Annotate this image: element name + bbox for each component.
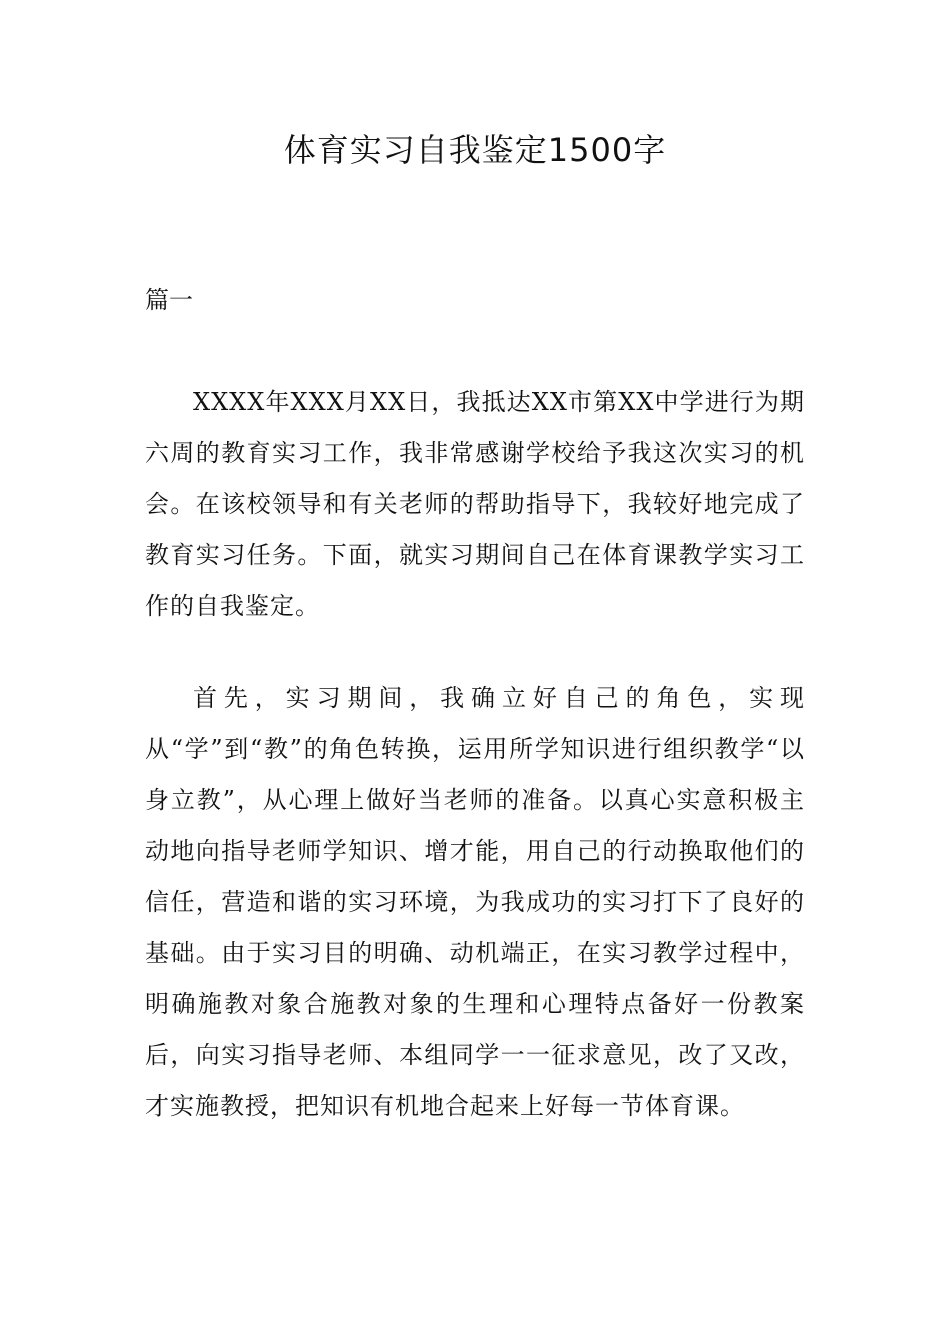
document-title: 体育实习自我鉴定1500字 xyxy=(283,131,667,169)
section-label: 篇一 xyxy=(145,286,193,314)
body-paragraph: XXXX年XXX月XX日，我抵达XX市第XX中学进行为期六周的教育实习工作，我非常感谢学校给予我这次实习的机会。在该校领导和有关老师的帮助指导下，我较好地完成了教育实习任务。下面，就实习期间自己在体育课教学实习工作的自我鉴定。 xyxy=(145,388,805,620)
body-paragraph: 首先，实习期间，我确立好自己的角色，实现从“学”到“教”的角色转换，运用所学知识进行组织教学“以身立教”，从心理上做好当老师的准备。以真心实意积极主动地向指导老师学知识、增才能，用自己的行动换取他们的信任，营造和谐的实习环境，为我成功的实习打下了良好的基础。由于实习目的明确、动机端正，在实习教学过程中，明确施教对象合施教对象的生理和心理特点备好一份教案后，向实习指导老师、本组同学一一征求意见，改了又改，才实施教授，把知识有机地合起来上好每一节体育课。 xyxy=(145,684,805,1120)
